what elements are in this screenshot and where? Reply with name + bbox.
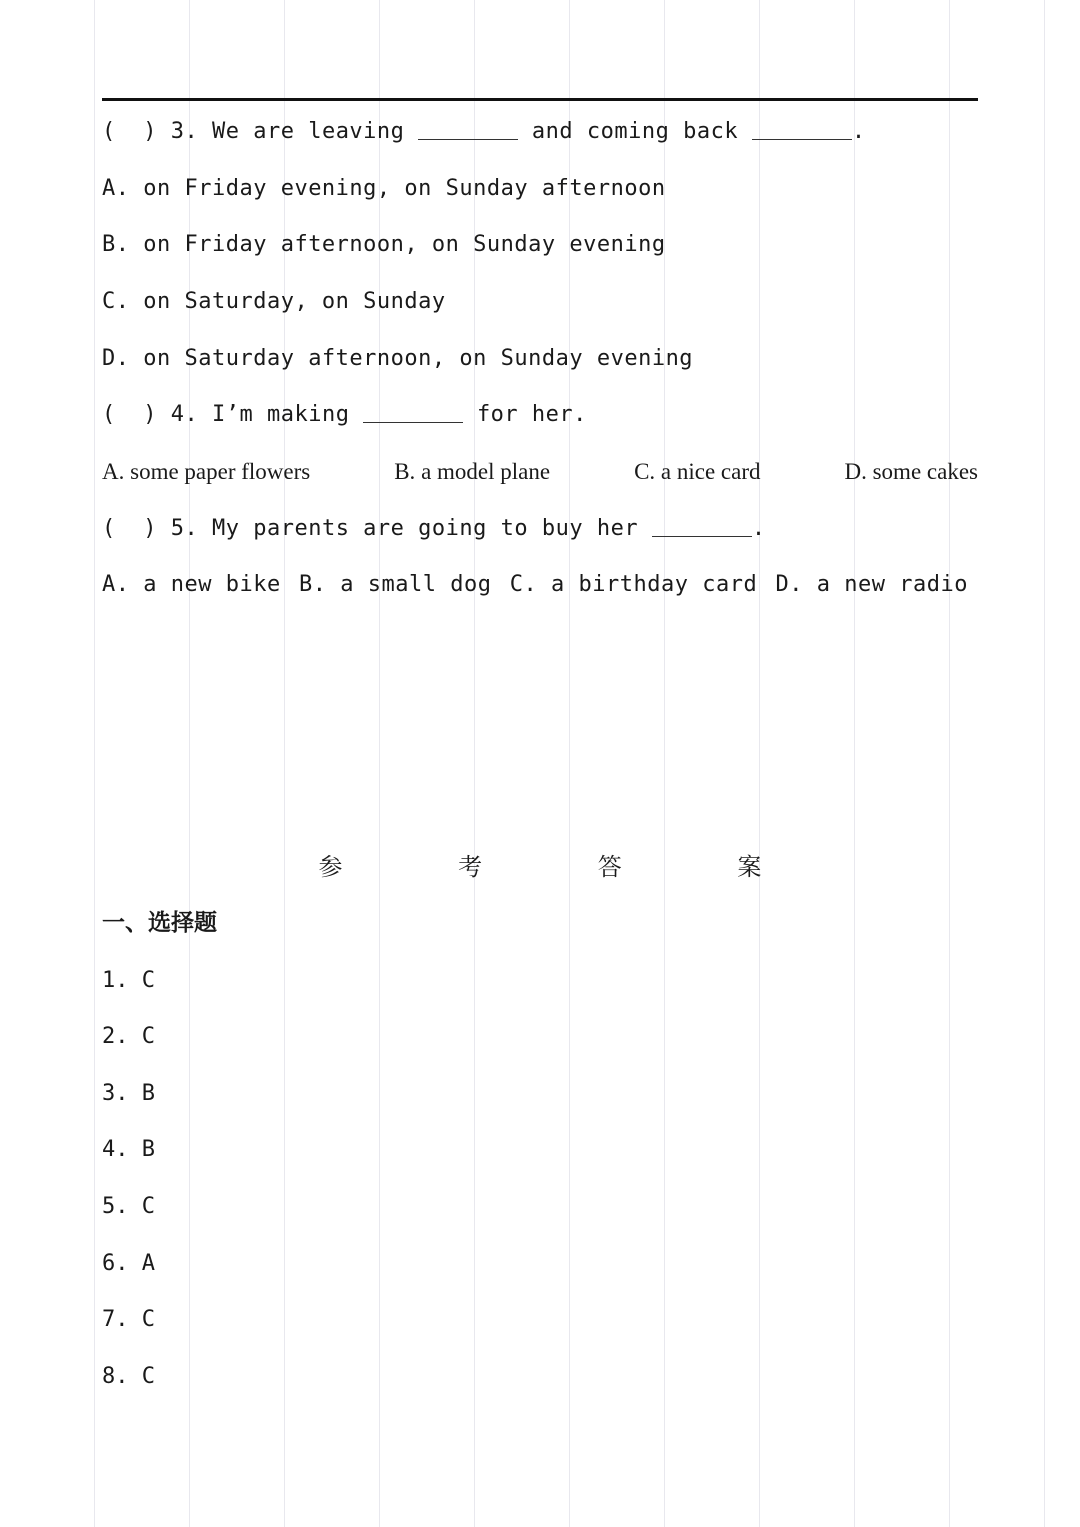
option-letter: C. <box>102 289 130 314</box>
option-b <box>102 230 666 260</box>
option-text: a birthday card <box>551 572 758 597</box>
option-letter: A. <box>102 176 130 201</box>
option-text: on Friday evening, on Sunday afternoon <box>143 176 666 201</box>
answer-value: A <box>141 1251 155 1276</box>
question-number: 3. <box>170 119 199 144</box>
option-letter: B. <box>102 232 130 257</box>
answer-number: 3. <box>102 1081 129 1106</box>
answer-bracket: ( ) <box>102 119 157 144</box>
question-5-options <box>102 570 968 600</box>
answer-item <box>102 1022 155 1052</box>
option-b <box>299 570 491 600</box>
question-number: 4. <box>170 402 199 427</box>
answer-item <box>102 966 155 996</box>
option-text: a nice card <box>660 459 761 484</box>
option-text: on Saturday, on Sunday <box>143 289 446 314</box>
option-c <box>634 457 760 487</box>
question-4-options <box>102 457 978 487</box>
answer-value: C <box>141 1364 155 1389</box>
option-letter: D. <box>102 346 130 371</box>
fill-blank <box>752 119 852 140</box>
answer-number: 7. <box>102 1307 129 1332</box>
option-letter: B. <box>299 572 327 597</box>
option-d <box>844 457 978 487</box>
question-text: . <box>751 516 766 541</box>
answer-item <box>102 1362 155 1392</box>
option-letter: D. <box>775 572 804 597</box>
option-a <box>102 174 666 204</box>
fill-blank <box>363 402 463 423</box>
question-text: My parents are going to buy her <box>211 516 639 541</box>
option-text: a model plane <box>421 459 551 484</box>
answer-value: C <box>141 1024 155 1049</box>
option-letter: D. <box>844 459 867 484</box>
option-text: on Friday afternoon, on Sunday evening <box>143 232 666 257</box>
section-heading: 一、选择题 <box>102 910 217 936</box>
answer-item <box>102 1192 155 1222</box>
question-text: I’m making <box>211 402 350 427</box>
answer-item <box>102 1249 155 1279</box>
option-text: a small dog <box>340 572 492 597</box>
option-b <box>394 457 550 487</box>
option-letter: C. <box>634 459 656 484</box>
answer-item <box>102 1305 155 1335</box>
option-c <box>102 287 446 317</box>
answer-value: B <box>141 1137 155 1162</box>
option-d <box>102 344 693 374</box>
option-text: some paper flowers <box>130 459 311 484</box>
option-text: a new radio <box>816 572 968 597</box>
answer-number: 2. <box>102 1024 129 1049</box>
answer-number: 1. <box>102 968 129 993</box>
answer-bracket: ( ) <box>102 402 157 427</box>
answer-number: 4. <box>102 1137 129 1162</box>
question-text: for her. <box>476 402 587 427</box>
option-letter: B. <box>394 459 416 484</box>
option-letter: A. <box>102 572 130 597</box>
answer-number: 8. <box>102 1364 129 1389</box>
option-c <box>510 570 757 600</box>
answer-bracket: ( ) <box>102 516 157 541</box>
option-letter: C. <box>509 572 538 597</box>
question-4 <box>102 400 587 430</box>
answer-key-title: 参 考 答 案 <box>318 853 802 881</box>
question-text: and coming back <box>531 119 739 144</box>
question-text: . <box>851 119 866 144</box>
answer-value: C <box>141 968 155 993</box>
question-number: 5. <box>170 516 199 541</box>
question-text: We are leaving <box>211 119 405 144</box>
top-divider <box>102 98 978 101</box>
option-text: on Saturday afternoon, on Sunday evening <box>143 346 694 371</box>
option-text: a new bike <box>143 572 281 597</box>
answer-number: 5. <box>102 1194 129 1219</box>
question-5 <box>102 514 766 544</box>
fill-blank <box>418 119 518 140</box>
answer-value: B <box>141 1081 155 1106</box>
answer-item <box>102 1079 155 1109</box>
question-3 <box>102 117 866 147</box>
option-a <box>102 457 310 487</box>
fill-blank <box>652 516 752 537</box>
option-d <box>776 570 968 600</box>
answer-item <box>102 1135 155 1165</box>
answer-value: C <box>141 1307 155 1332</box>
option-a <box>102 570 281 600</box>
option-letter: A. <box>102 459 125 484</box>
option-text: some cakes <box>872 459 978 484</box>
answer-value: C <box>141 1194 155 1219</box>
answer-number: 6. <box>102 1251 129 1276</box>
